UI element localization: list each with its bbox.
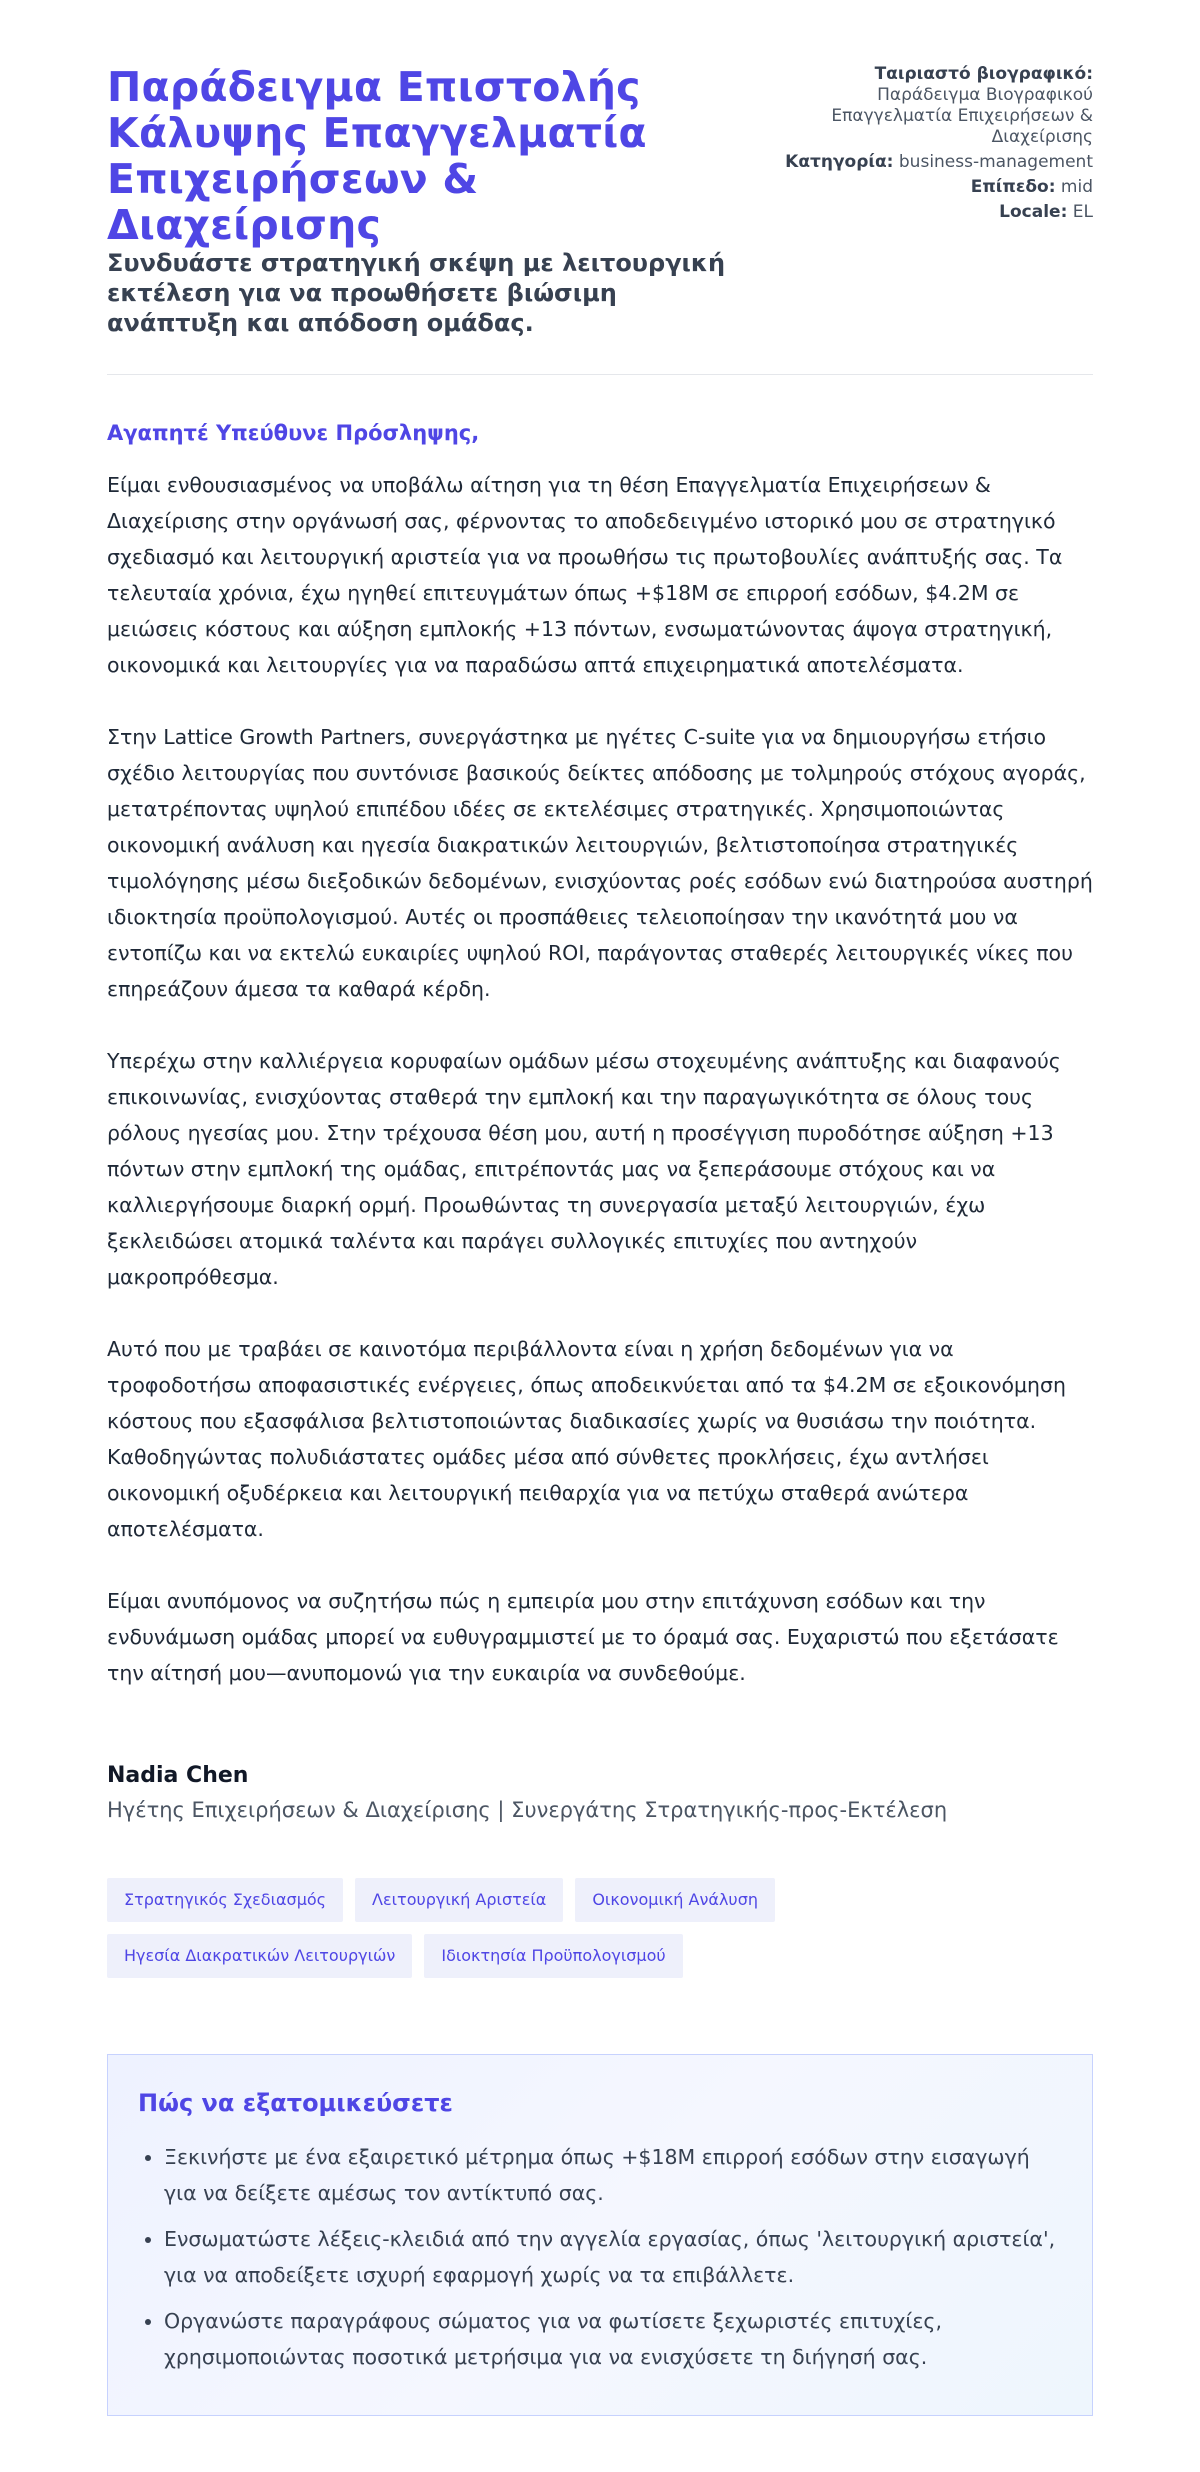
- letter-paragraph: Είμαι ενθουσιασμένος να υποβάλω αίτηση για τη θέση Επαγγελματία Επιχειρήσεων & Διαχείρισης στην οργάνωσή σας, φέρνοντας το αποδεδειγμένο ιστορικό μου σε στρατηγικό σχεδιασμό και λειτουργική αριστεία για να προωθήσω τις πρωτοβουλίες ανάπτυξής σας. Τα τελευταία χρόνια, έχω ηγηθεί επιτευγμάτων όπως +$18M σε επιρροή εσόδων, $4.2M σε μειώσεις κόστους και αύξηση εμπλοκής +13 πόντων, ενσωματώνοντας άψογα στρατηγική, οικονομικά και λειτουργίες για να παραδώσω απτά επιχειρηματικά αποτελέσματα.: [107, 473, 1063, 677]
- meta-category: [763, 152, 1093, 173]
- meta-resume-label: Ταιριαστό βιογραφικό:: [874, 64, 1093, 84]
- page-subtitle: Συνδυάστε στρατηγική σκέψη με λειτουργική εκτέλεση για να προωθήσετε βιώσιμη ανάπτυξη και απόδοση ομάδας.: [107, 249, 726, 337]
- skill-tag: Στρατηγικός Σχεδιασμός: [107, 1878, 343, 1922]
- meta-locale-value: EL: [1072, 202, 1093, 222]
- meta-resume-value: Παράδειγμα Βιογραφικού Επαγγελματία Επιχειρήσεων & Διαχείρισης: [831, 85, 1093, 147]
- skill-tag: Ιδιοκτησία Προϋπολογισμού: [424, 1934, 682, 1978]
- skill-tag: Λειτουργική Αριστεία: [355, 1878, 563, 1922]
- signature-title: Ηγέτης Επιχειρήσεων & Διαχείρισης | Συνεργάτης Στρατηγικής-προς-Εκτέλεση: [107, 1798, 948, 1822]
- meta-locale: [763, 202, 1093, 223]
- letter-paragraph: Είμαι ανυπόμονος να συζητήσω πώς η εμπειρία μου στην επιτάχυνση εσόδων και την ενδυνάμωση ομάδας μπορεί να ευθυγραμμιστεί με το όραμά σας. Ευχαριστώ που εξετάσατε την αίτησή μου—ανυπομονώ για την ευκαιρία να συνδεθούμε.: [107, 1589, 1059, 1685]
- customization-tips-box: [107, 2054, 1093, 2416]
- meta-level-label: Επίπεδο:: [970, 177, 1056, 197]
- skill-tag: Οικονομική Ανάλυση: [575, 1878, 775, 1922]
- meta-category-value: business-management: [898, 152, 1093, 172]
- skill-tags: [107, 1878, 847, 1978]
- header-title-block: [107, 64, 747, 338]
- letter-paragraph: Αυτό που με τραβάει σε καινοτόμα περιβάλλοντα είναι η χρήση δεδομένων για να τροφοδοτήσω αποφασιστικές ενέργειες, όπως αποδεικνύεται από τα $4.2M σε εξοικονόμηση κόστους που εξασφάλισα βελτιστοποιώντας διαδικασίες χωρίς να θυσιάσω την ποιότητα. Καθοδηγώντας πολυδιάστατες ομάδες μέσα από σύνθετες προκλήσεις, έχω αντλήσει οικονομική οξυδέρκεια και λειτουργική πειθαρχία για να πετύχω σταθερά ανώτερα αποτελέσματα.: [107, 1337, 1067, 1541]
- page-header: [107, 64, 1093, 375]
- meta-panel: [763, 64, 1093, 227]
- signature-name: Nadia Chen: [107, 1763, 249, 1788]
- tip-item: • Ξεκινήστε με ένα εξαιρετικό μέτρημα όπως +$18M επιρροή εσόδων στην εισαγωγή για να δείξετε αμέσως τον αντίκτυπό σας.: [164, 2139, 1062, 2211]
- page-title: Παράδειγμα Επιστολής Κάλυψης Επαγγελματία Επιχειρήσεων & Διαχείρισης: [107, 63, 647, 249]
- tips-list: [138, 2139, 1062, 2375]
- skill-tag: Ηγεσία Διακρατικών Λειτουργιών: [107, 1934, 412, 1978]
- letter-body: [107, 421, 1093, 1822]
- letter-greeting: Αγαπητέ Υπεύθυνε Πρόσληψης,: [107, 421, 480, 445]
- meta-level: [763, 177, 1093, 198]
- letter-paragraph: Υπερέχω στην καλλιέργεια κορυφαίων ομάδων μέσω στοχευμένης ανάπτυξης και διαφανούς επικοινωνίας, ενισχύοντας σταθερά την εμπλοκή και την παραγωγικότητα σε όλους τους ρόλους ηγεσίας μου. Στην τρέχουσα θέση μου, αυτή η προσέγγιση πυροδότησε αύξηση +13 πόντων στην εμπλοκή της ομάδας, επιτρέποντάς μας να ξεπεράσουμε στόχους και να καλλιεργήσουμε διαρκή ορμή. Προωθώντας τη συνεργασία μεταξύ λειτουργιών, έχω ξεκλειδώσει ατομικά ταλέντα και παράγει συλλογικές επιτυχίες που αντηχούν μακροπρόθεσμα.: [107, 1049, 1061, 1289]
- meta-locale-label: Locale:: [999, 202, 1068, 222]
- meta-level-value: mid: [1060, 177, 1093, 197]
- tip-item: • Οργανώστε παραγράφους σώματος για να φωτίσετε ξεχωριστές επιτυχίες, χρησιμοποιώντας ποσοτικά μετρήσιμα για να ενισχύσετε τη διήγησή σας.: [164, 2303, 1062, 2375]
- tips-title: Πώς να εξατομικεύσετε: [138, 2089, 453, 2117]
- meta-category-label: Κατηγορία:: [785, 152, 894, 172]
- meta-resume: [763, 64, 1093, 148]
- tip-item: • Ενσωματώστε λέξεις-κλειδιά από την αγγελία εργασίας, όπως 'λειτουργική αριστεία', για να αποδείξετε ισχυρή εφαρμογή χωρίς να τα επιβάλλετε.: [164, 2221, 1062, 2293]
- letter-paragraph: Στην Lattice Growth Partners, συνεργάστηκα με ηγέτες C-suite για να δημιουργήσω ετήσιο σχέδιο λειτουργίας που συντόνισε βασικούς δείκτες απόδοσης με τολμηρούς στόχους αγοράς, μετατρέποντας υψηλού επιπέδου ιδέες σε εκτελέσιμες στρατηγικές. Χρησιμοποιώντας οικονομική ανάλυση και ηγεσία διακρατικών λειτουργιών, βελτιστοποίησα στρατηγικές τιμολόγησης μέσω διεξοδικών δεδομένων, ενισχύοντας ροές εσόδων ενώ διατηρούσα αυστηρή ιδιοκτησία προϋπολογισμού. Αυτές οι προσπάθειες τελειοποίησαν την ικανότητά μου να εντοπίζω και να εκτελώ ευκαιρίες υψηλού ROI, παράγοντας σταθερές λειτουργικές νίκες που επηρεάζουν άμεσα τα καθαρά κέρδη.: [107, 725, 1093, 1001]
- cover-letter-page: [107, 0, 1093, 2416]
